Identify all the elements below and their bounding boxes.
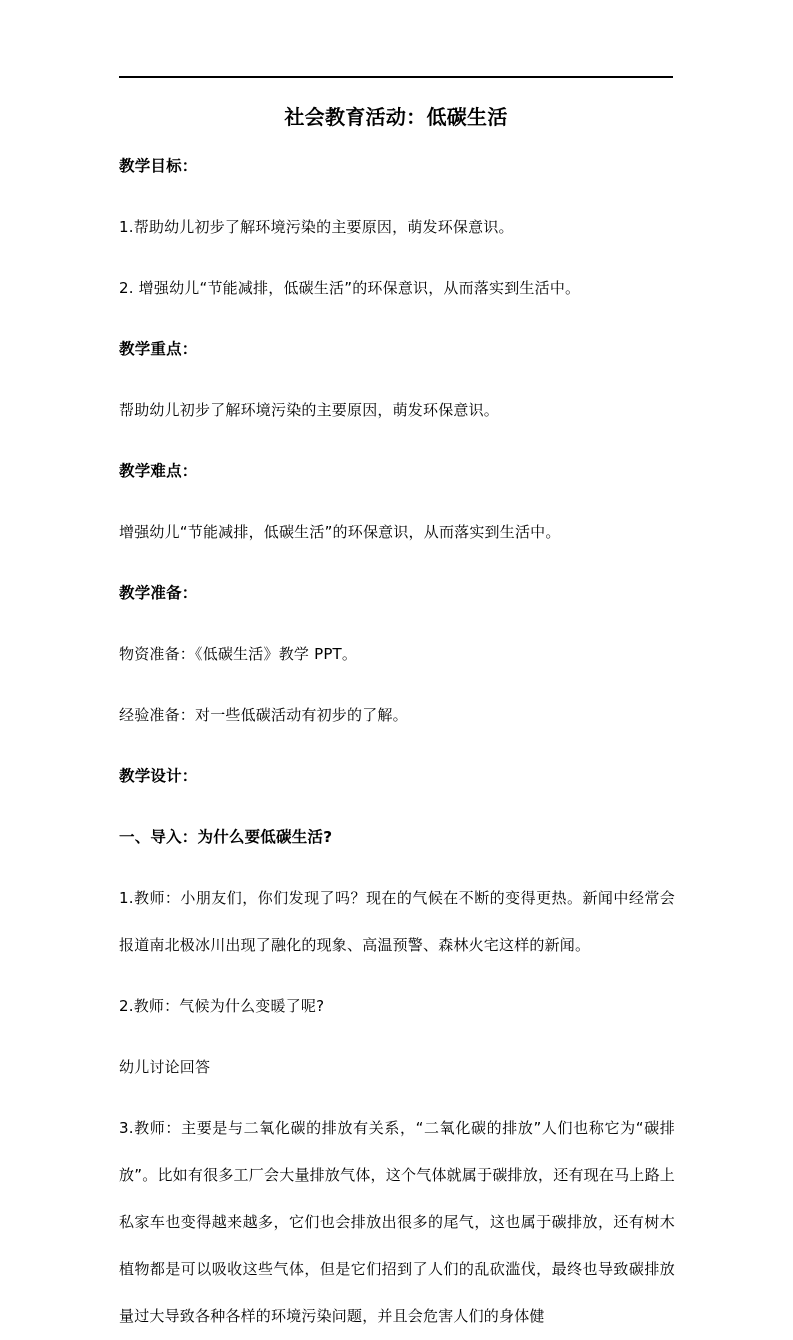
objective-item-1: 1.帮助幼儿初步了解环境污染的主要原因，萌发环保意识。 — [119, 218, 514, 236]
preparation-experience: 经验准备：对一些低碳活动有初步的了解。 — [119, 706, 408, 724]
design-step-1: 1.教师：小朋友们，你们发现了吗？现在的气候在不断的变得更热。新闻中经常会报道南北极冰川出现了融化的现象、高温预警、森林火宅这样的新闻。 — [119, 889, 675, 954]
design-step-3: 3.教师：主要是与二氧化碳的排放有关系，“二氧化碳的排放”人们也称它为“碳排放”。比如有很多工厂会大量排放气体，这个气体就属于碳排放，还有现在马上路上私家车也变得越来越多，它们也会排放出很多的尾气，这也属于碳排放，还有树木植物都是可以吸收这些气体，但是它们招到了人们的乱砍滥伐，最终也导致碳排放量过大导致各种各样的环境污染问题，并且会危害人们的身体健 — [119, 1119, 675, 1325]
objective-item-2: 2. 增强幼儿“节能减排，低碳生活”的环保意识，从而落实到生活中。 — [119, 279, 581, 297]
page-title: 社会教育活动：低碳生活 — [284, 105, 508, 129]
preparation-materials: 物资准备：《低碳生活》教学 PPT。 — [119, 645, 358, 663]
heading-teaching-difficulty: 教学难点： — [119, 462, 198, 480]
heading-teaching-focus: 教学重点： — [119, 340, 198, 358]
document-body — [119, 143, 675, 1340]
heading-teaching-objectives: 教学目标： — [119, 157, 198, 175]
teaching-difficulty-body: 增强幼儿“节能减排，低碳生活”的环保意识，从而落实到生活中。 — [119, 523, 561, 541]
header-divider — [119, 76, 673, 78]
design-step-2-response: 幼儿讨论回答 — [119, 1058, 211, 1076]
design-step-2: 2.教师：气候为什么变暖了呢? — [119, 997, 325, 1015]
teaching-focus-body: 帮助幼儿初步了解环境污染的主要原因，萌发环保意识。 — [119, 401, 500, 419]
heading-teaching-preparation: 教学准备： — [119, 584, 198, 602]
heading-part-one-introduction: 一、导入：为什么要低碳生活? — [119, 828, 333, 846]
heading-teaching-design: 教学设计： — [119, 767, 198, 785]
